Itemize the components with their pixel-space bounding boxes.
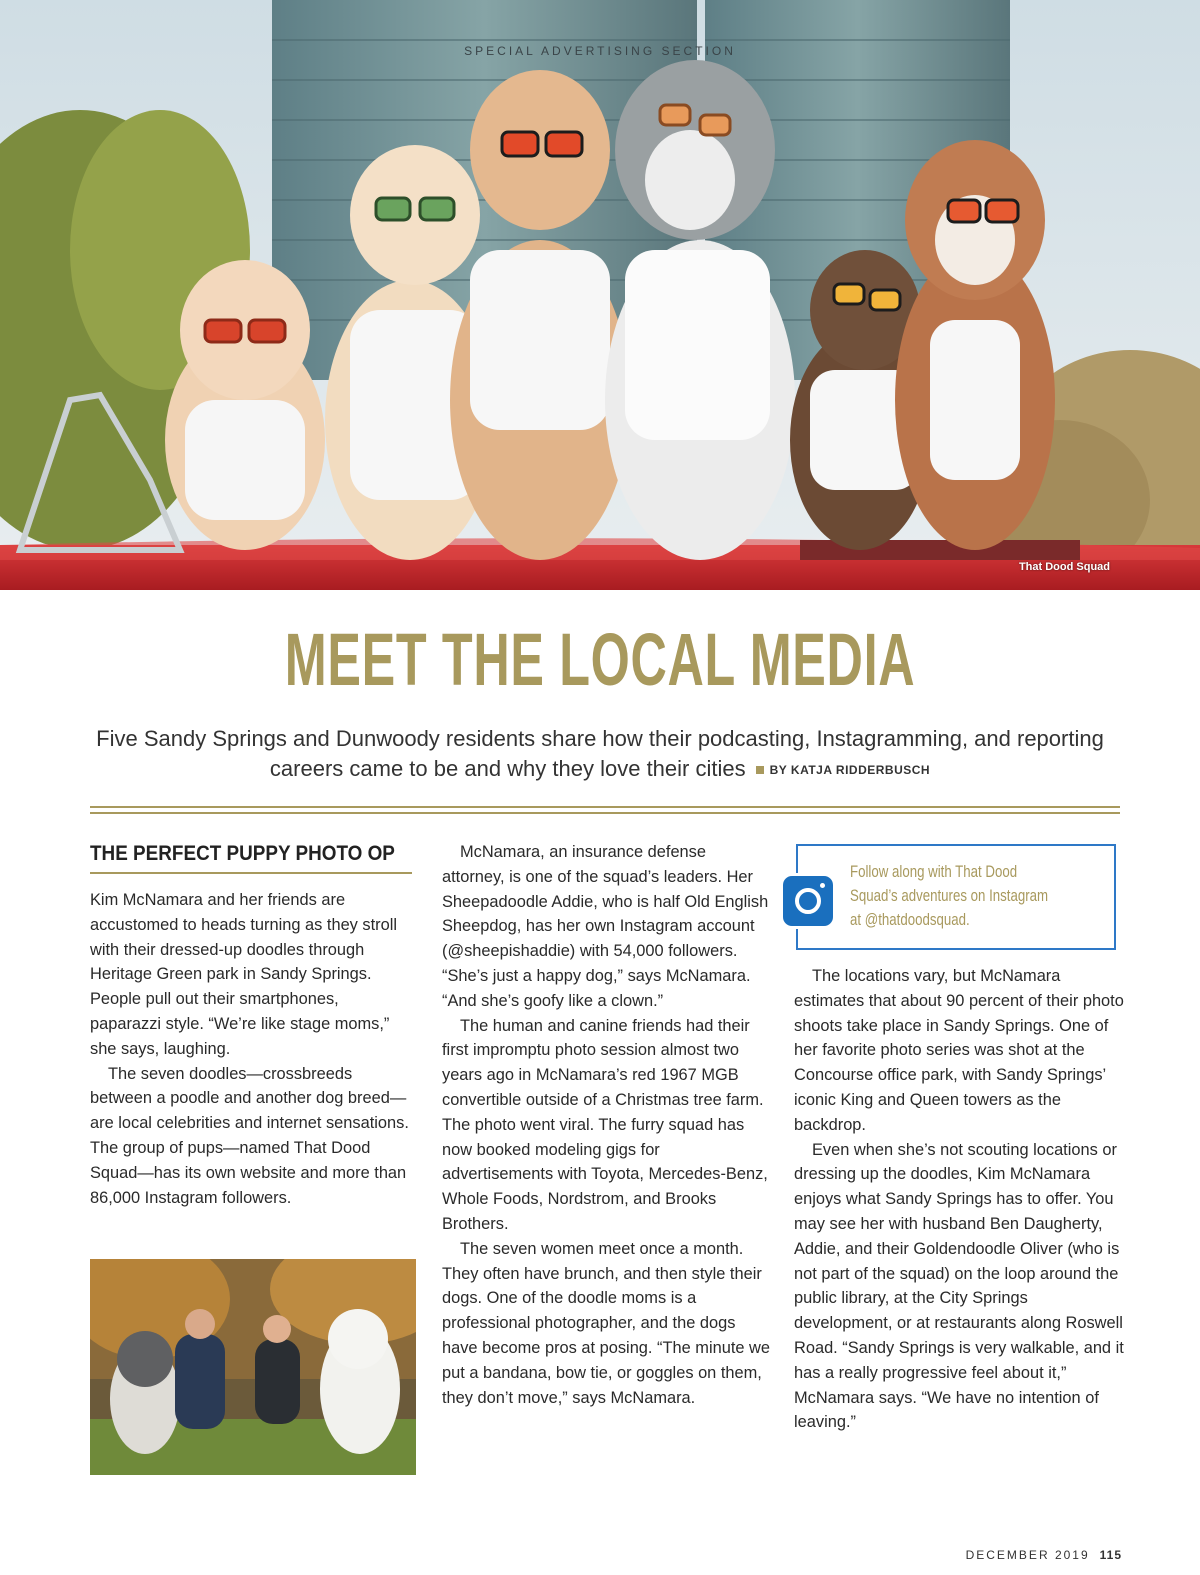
paragraph: Even when she’s not scouting locations or dressing up the doodles, Kim McNamara enjoys what Sandy Springs has to offer. You may see her with husband Ben Daugherty, Addie, and their Goldendoodle Oliver (who is not part of the squad) on the loop around the public library, at the City Springs development, or at restaurants along Roswell Road. “Sandy Springs is very walkable, and it has a really progressive feel about it,” McNamara says. “We have no intention of leaving.” [794, 1140, 1124, 1432]
section-heading-rule [90, 872, 412, 874]
paragraph: The seven women meet once a month. They often have brunch, and then style their dogs. One of the doodle moms is a professional photographer, and the dogs have become pros at posing. “The minute we put a bandana, bow tie, or goggles on them, they don’t move,” says McNamara. [442, 1239, 770, 1407]
callout-line: at @thatdoodsquad. [850, 910, 970, 929]
hero-illustration [0, 0, 1200, 590]
paragraph: McNamara, an insurance defense attorney, is one of the squad’s leaders. Her Sheepadoodle Addie, who is half Old English Sheepdog, has her own Instagram account (@sheepishaddie) with 54,000 followers. “She’s just a happy dog,” says McNamara. “And she’s goofy like a clown.” [442, 843, 769, 1010]
issue-date: DECEMBER 2019 [965, 1548, 1090, 1562]
owners-with-dogs-photo [90, 1259, 416, 1475]
byline: BY KATJA RIDDERBUSCH [769, 763, 931, 778]
article-dek [60, 724, 1140, 785]
paragraph: The seven doodles—crossbreeds between a poodle and another dog breed—are local celebrities and internet sensations. The group of pups—named That Dood Squad—has its own website and more than 86,000 Instagram followers. [90, 1064, 409, 1207]
column-3 [794, 840, 1124, 1435]
section-tag: SPECIAL ADVERTISING SECTION [464, 44, 736, 58]
paragraph: The locations vary, but McNamara estimates that about 90 percent of their photo shoots take place in Sandy Springs. One of her favorite photo series was shot at the Concourse office park, with Sandy Springs’ iconic King and Queen towers as the backdrop. [794, 967, 1124, 1134]
divider-rule [90, 812, 1120, 814]
article-title: MEET THE LOCAL MEDIA [284, 618, 916, 701]
inset-photo [90, 1259, 416, 1475]
divider-rule [90, 806, 1120, 808]
callout-line: Squad’s adventures on Instagram [850, 886, 1049, 905]
paragraph: Kim McNamara and her friends are accustomed to heads turning as they stroll with their dressed-up doodles through Heritage Green park in Sandy Springs. People pull out their smartphones, paparazzi style. “We’re like stage moms,” she says, laughing. [90, 891, 398, 1058]
column-1 [90, 840, 412, 1210]
dek-text: Five Sandy Springs and Dunwoody residents share how their podcasting, Instagramming, and reporting careers came to be and why they love their cities [96, 726, 1104, 781]
photo-credit: That Dood Squad [1018, 561, 1110, 573]
section-heading: THE PERFECT PUPPY PHOTO OP [90, 842, 395, 865]
column-2 [442, 840, 770, 1410]
hero-photo [0, 0, 1200, 590]
paragraph: The human and canine friends had their first impromptu photo session almost two years ago in McNamara’s red 1967 MGB convertible outside of a Christmas tree farm. The photo went viral. The furry squad has now booked modeling gigs for advertisements with Toyota, Mercedes-Benz, Whole Foods, Nordstrom, and Brooks Brothers. [442, 1016, 768, 1233]
page-number: 115 [1099, 1548, 1122, 1562]
byline-marker [756, 766, 764, 774]
folio [966, 1548, 1122, 1562]
callout-line: Follow along with That Dood [850, 862, 1018, 881]
